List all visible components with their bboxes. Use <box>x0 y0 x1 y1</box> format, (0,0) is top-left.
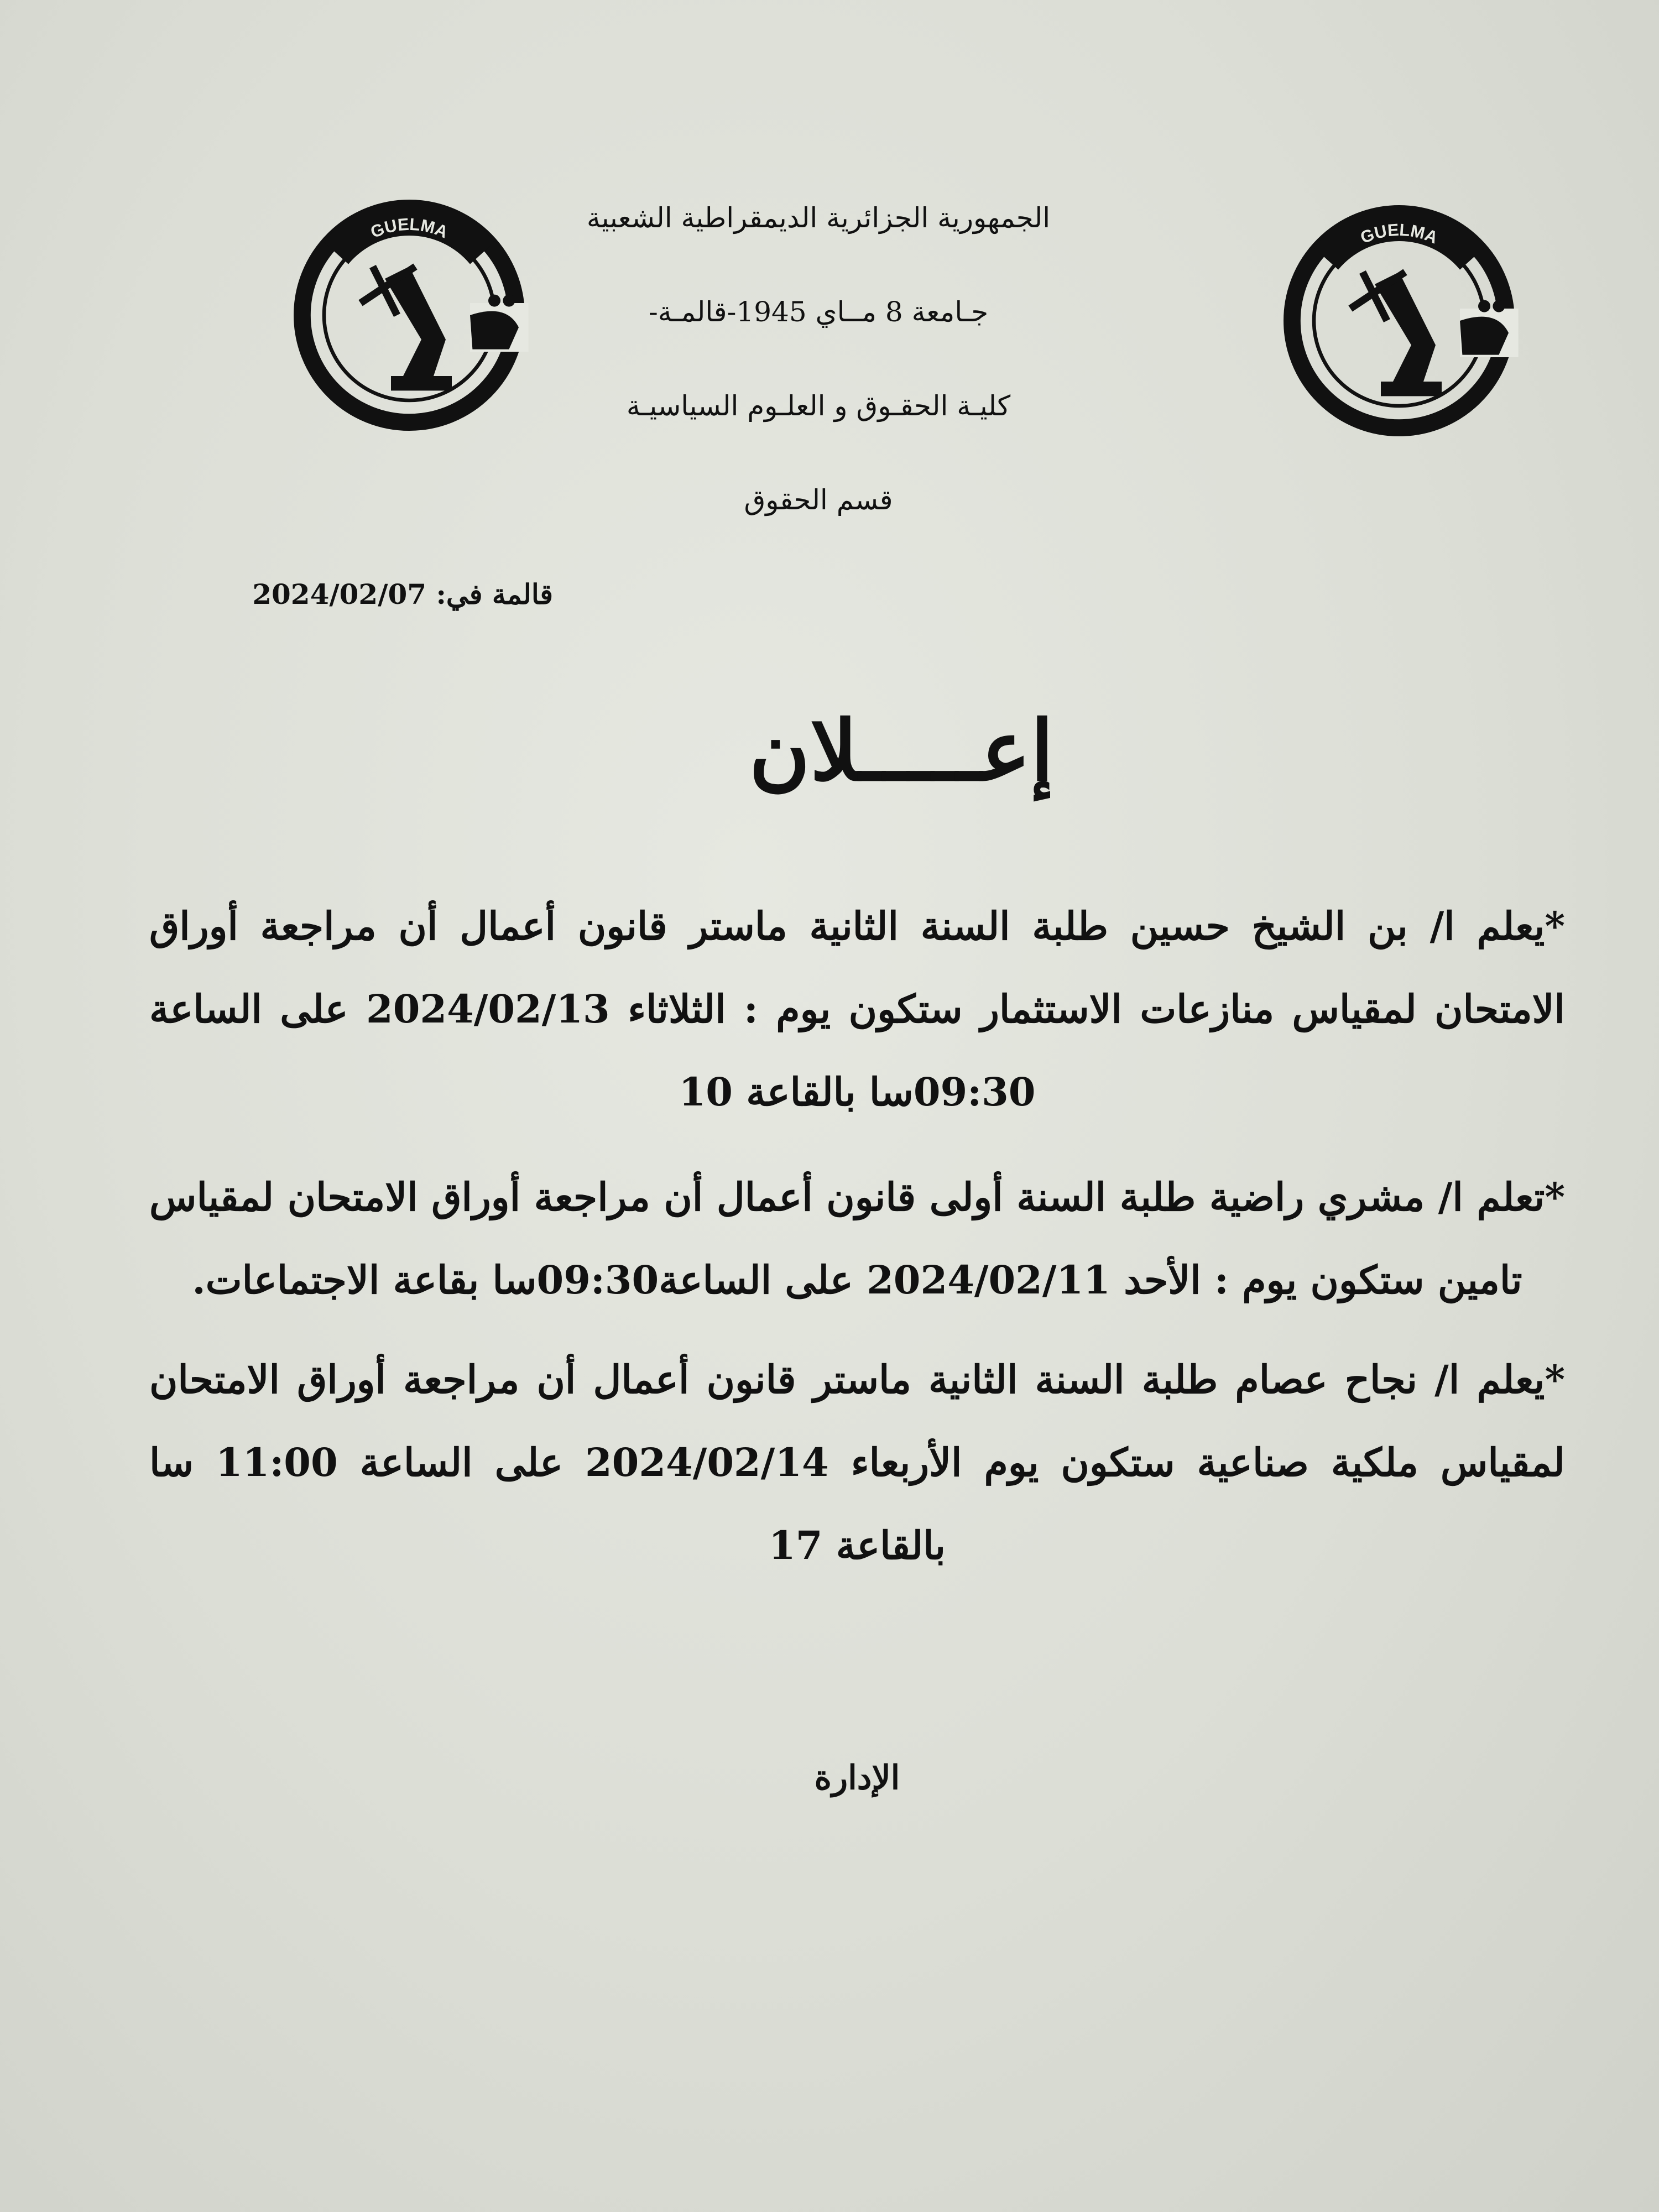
announcement-title: إعـــــلان <box>749 702 1054 800</box>
university-emblem-icon <box>288 194 531 437</box>
department-name: قسم الحقوق <box>744 484 893 516</box>
logo-top-text: GUELMA <box>1357 220 1441 248</box>
university-logo-right <box>1277 199 1521 442</box>
notice-paragraph: *تعلم ا/ مشري راضية طلبة السنة أولى قانون أعمال أن مراجعة أوراق الامتحان لمقياس تامين ستكون يوم : الأحد 2024/02/11 على الساعة09:30سا بقاعة الاجتماعات. <box>149 1174 1565 1303</box>
university-emblem-icon <box>1277 199 1521 442</box>
logo-top-text: GUELMA <box>367 214 451 242</box>
administration-signature: الإدارة <box>814 1759 900 1797</box>
document-date: قالمة في: 2024/02/07 <box>252 578 553 611</box>
faculty-name: كليـة الحقـوق و العلـوم السياسيـة <box>626 390 1011 422</box>
university-logo-left <box>288 194 531 437</box>
notice-paragraph: *يعلم ا/ بن الشيخ حسين طلبة السنة الثانية ماستر قانون أعمال أن مراجعة أوراق الامتحان لمقياس منازعات الاستثمار ستكون يوم : الثلاثاء 2024/02/13 على الساعة 09:30سا بالقاعة 10 <box>149 903 1565 1115</box>
university-name: جـامعة 8 مــاي 1945-قالمـة- <box>648 296 989 328</box>
republic-name: الجمهورية الجزائرية الديمقراطية الشعبية <box>586 202 1051 234</box>
notice-paragraph: *يعلم ا/ نجاح عصام طلبة السنة الثانية ماستر قانون أعمال أن مراجعة أوراق الامتحان لمقياس ملكية صناعية ستكون يوم الأربعاء 2024/02/14 على الساعة 11:00 سا بالقاعة 17 <box>149 1357 1565 1568</box>
